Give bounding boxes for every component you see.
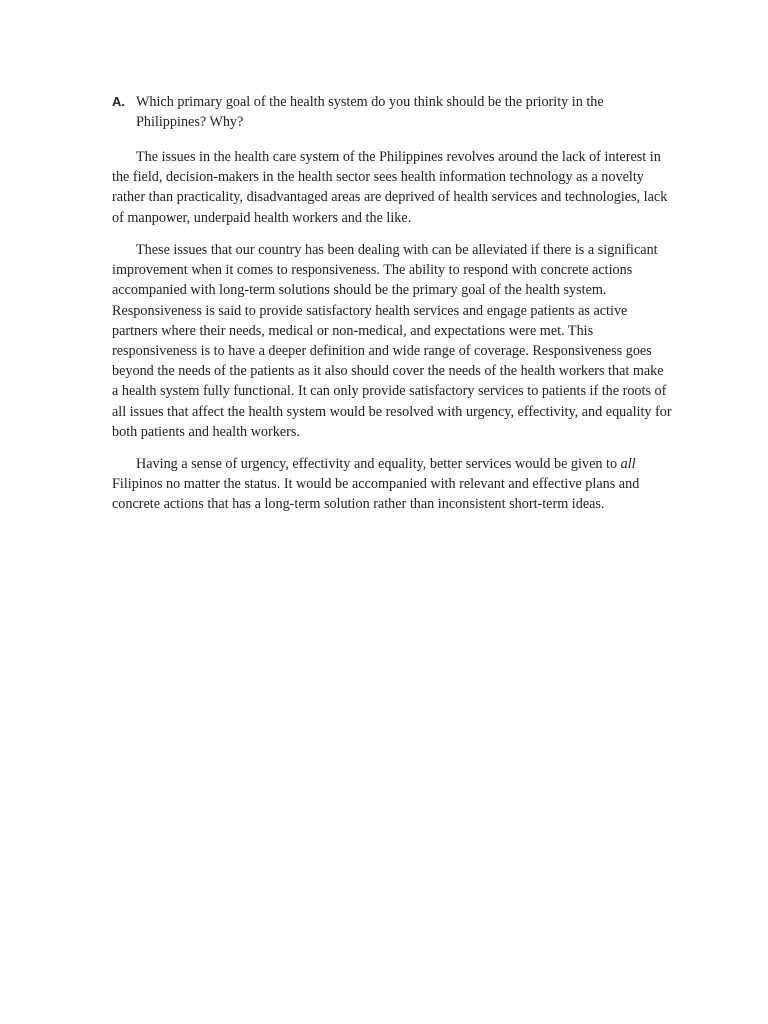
- paragraph-responsiveness: These issues that our country has been dealing with can be alleviated if there is a significant improvement when it comes to responsiveness. The ability to respond with concrete actions accompanied with long-term solutions should be the primary goal of the health system. Responsiveness is said to provide satisfactory health services and engage patients as active partners where their needs, medical or non-medical, and expectations were met. This responsiveness is to have a deeper definition and wide range of coverage. Responsiveness goes beyond the needs of the patients as it also should cover the needs of the health workers that make a health system fully functional. It can only provide satisfactory services to patients if the roots of all issues that affect the health system would be resolved with urgency, effectivity, and equality for both patients and health workers.: [112, 242, 672, 440]
- emphasis-all: all: [620, 456, 636, 472]
- paragraph-issues: The issues in the health care system of the Philippines revolves around the lack of interest in the field, decision-makers in the health sector sees health information technology as a novelty rather than practicality, disadvantaged areas are deprived of health services and technologies, lack of manpower, underpaid health workers and the like.: [112, 149, 668, 226]
- conclusion-text-before: Having a sense of urgency, effectivity and equality, better services would be given to: [136, 456, 621, 472]
- question-letter: A.: [112, 94, 125, 109]
- paragraph-conclusion: [112, 454, 672, 515]
- conclusion-text-after: Filipinos no matter the status. It would be accompanied with relevant and effective plans and concrete actions that has a long-term solution rather than inconsistent short-term ideas.: [112, 476, 640, 513]
- question-text: Which primary goal of the health system do you think should be the priority in the Philippines? Why?: [136, 94, 604, 131]
- question-block: [112, 92, 672, 132]
